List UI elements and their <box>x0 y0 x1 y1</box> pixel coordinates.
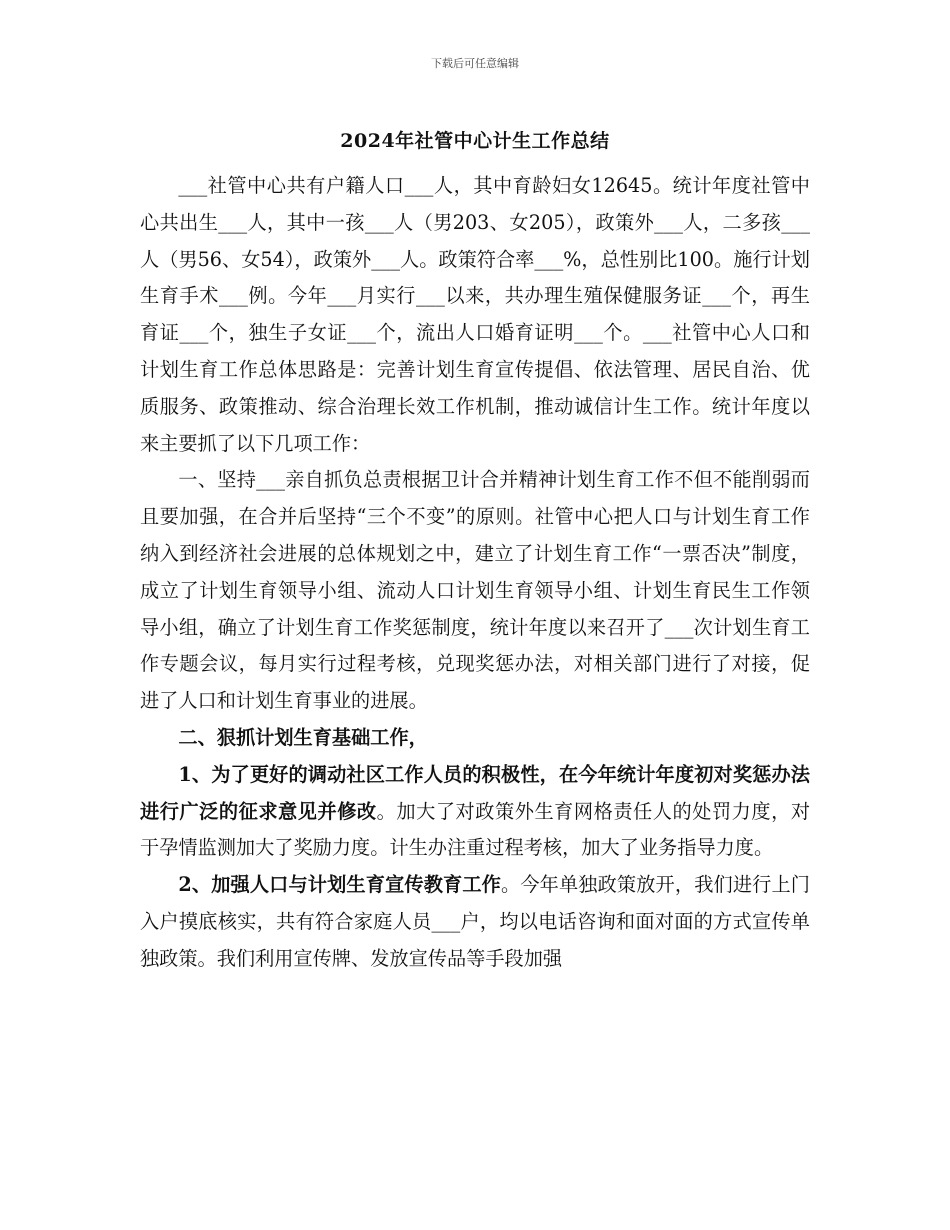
item-1-body: 。加大了对政策外生育网格责任人的处罚力度，对于孕情监测加大了奖励力度。计生办注重过程考核，加大了业务指导力度。 <box>140 799 811 860</box>
paragraph-section-1: 一、坚持___亲自抓负总责根据卫计合并精神计划生育工作不但不能削弱而且要加强，在合并后坚持“三个不变”的原则。社管中心把人口与计划生育工作纳入到经济社会进展的总体规划之中，建立了计划生育工作“一票否决”制度，成立了计划生育领导小组、流动人口计划生育领导小组、计划生育民生工作领导小组，确立了计划生育工作奖惩制度，统计年度以来召开了___次计划生育工作专题会议，每月实行过程考核，兑现奖惩办法，对相关部门进行了对接，促进了人口和计划生育事业的进展。 <box>140 468 810 713</box>
item-1-lead: 1、为了更好的调动社区工作人员的积极性，在今年统计年度初对奖惩办法进行广泛的征求意见并修改 <box>140 762 810 823</box>
item-2-lead: 2、加强人口与计划生育宣传教育工作 <box>178 873 501 897</box>
document-body <box>140 168 810 978</box>
section-heading-2: 二、狠抓计划生育基础工作， <box>178 725 428 749</box>
item-2-body: 。今年单独政策放开，我们进行上门入户摸底核实，共有符合家庭人员___户，均以电话咨询和面对面的方式宣传单独政策。我们利用宣传牌、发放宣传品等手段加强 <box>140 873 810 970</box>
paragraph-item-1 <box>140 757 810 867</box>
header-note: 下载后可任意编辑 <box>431 57 519 70</box>
paragraph-item-2 <box>140 867 810 977</box>
paragraph-intro: ___社管中心共有户籍人口___人，其中育龄妇女12645。统计年度社管中心共出生___人，其中一孩___人（男203、女205），政策外___人，二多孩___人（男56、女54），政策外___人。政策符合率___%，总性别比100。施行计划生育手术___例。今年___月实行___以来，共办理生殖保健服务证___个，再生育证___个，独生子女证___个，流出人口婚育证明___个。___社管中心人口和计划生育工作总体思路是：完善计划生育宣传提倡、依法管理、居民自治、优质服务、政策推动、综合治理长效工作机制，推动诚信计生工作。统计年度以来主要抓了以下几项工作： <box>140 174 810 455</box>
document-title: 2024年社管中心计生工作总结 <box>340 130 610 152</box>
